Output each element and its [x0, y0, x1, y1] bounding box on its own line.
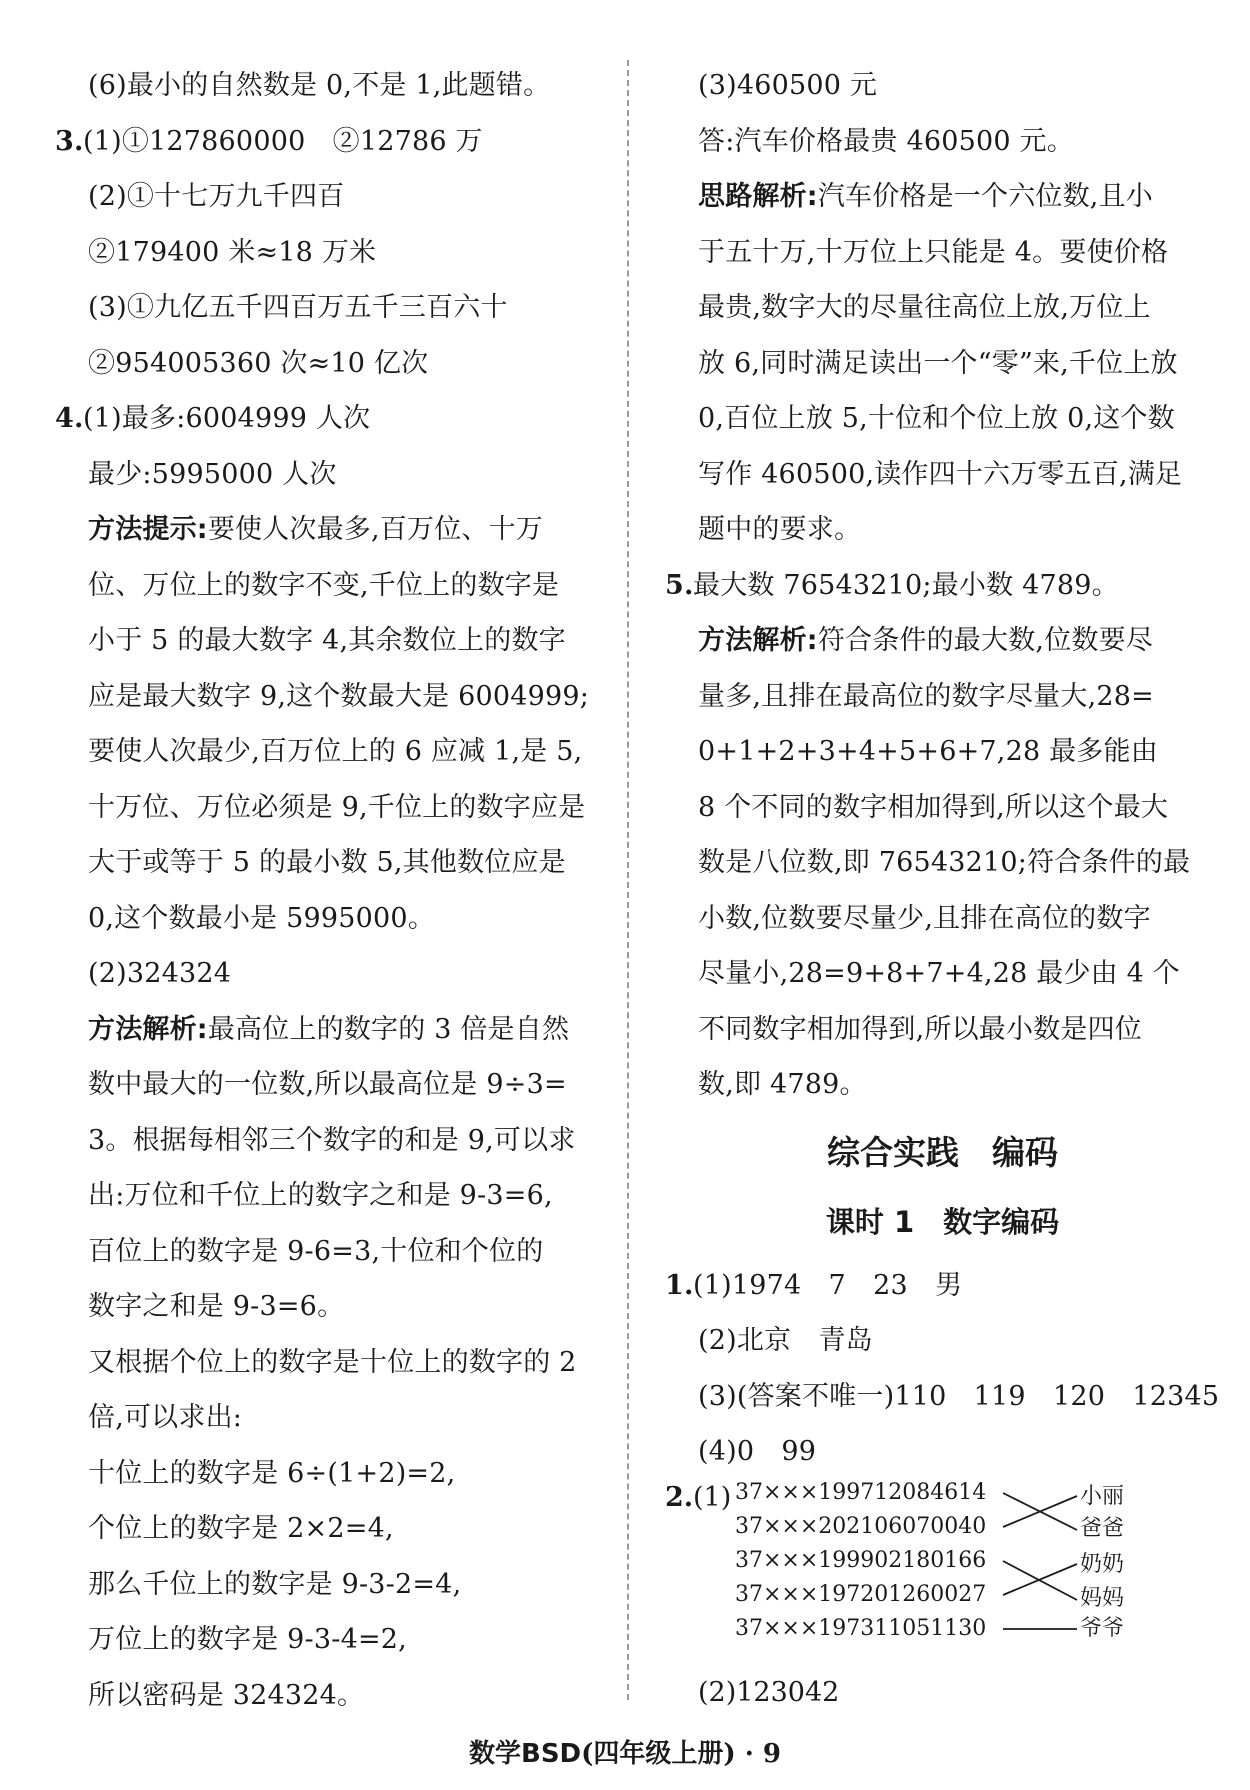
- explanation-line: 十位上的数字是 6÷(1+2)=2,: [88, 1457, 456, 1489]
- explanation-line: 0+1+2+3+4+5+6+7,28 最多能由: [698, 736, 1158, 767]
- answer-line: ②954005360 次≈10 亿次: [88, 347, 429, 379]
- explanation-line: 不同数字相加得到,所以最小数是四位: [698, 1013, 1142, 1045]
- explanation-line: 所以密码是 324324。: [88, 1679, 365, 1711]
- explanation-line: 十万位、万位必须是 9,千位上的数字应是: [88, 791, 586, 823]
- sub-question-prefix: (1): [693, 1482, 732, 1513]
- explanation-line: 题中的要求。: [698, 514, 862, 545]
- explanation-line: 又根据个位上的数字是十位上的数字的 2: [88, 1346, 577, 1378]
- question-number: 2.: [665, 1482, 694, 1513]
- match-line: [1003, 1564, 1077, 1595]
- page-footer: [0, 1733, 1250, 1770]
- practice-1-line: 1.(1)1974 7 23 男: [665, 1258, 1220, 1314]
- page-number: 9: [762, 1739, 782, 1769]
- explanation-line: 8 个不同的数字相加得到,所以这个最大: [698, 791, 1169, 823]
- method-analysis-line: 方法解析:最高位上的数字的 3 倍是自然: [88, 1013, 570, 1045]
- explanation-line: 那么千位上的数字是 9-3-2=4,: [88, 1568, 462, 1600]
- answer-line: 最少:5995000 人次: [88, 458, 337, 490]
- answer-line: ②179400 米≈18 万米: [88, 236, 377, 268]
- match-line: [1003, 1561, 1077, 1600]
- person-label: 妈妈: [1080, 1586, 1125, 1611]
- practice-2-label: [665, 1478, 731, 1518]
- explanation-line: 小数,位数要尽量少,且排在高位的数字: [698, 902, 1151, 934]
- explanation-line: 位、万位上的数字不变,千位上的数字是: [88, 569, 560, 601]
- person-label: 奶奶: [1080, 1552, 1125, 1577]
- method-tip-label: 方法提示:: [88, 514, 208, 545]
- question-number: 1.: [665, 1269, 694, 1301]
- explanation-line: 数,即 4789。: [698, 1069, 867, 1100]
- question-4-line: 4.(1)最多:6004999 人次: [55, 391, 610, 447]
- answer-line: 答:汽车价格最贵 460500 元。: [698, 125, 1074, 157]
- question-number: 4.: [55, 403, 84, 434]
- answer-line: (6)最小的自然数是 0,不是 1,此题错。: [88, 70, 551, 101]
- footer-dot: ·: [744, 1739, 754, 1769]
- thinking-analysis-line: 思路解析:汽车价格是一个六位数,且小: [698, 181, 1153, 212]
- answer-line: (2)123042: [698, 1677, 840, 1708]
- footer-subject: 数学: [468, 1739, 521, 1769]
- id-number: 37×××199712084614: [735, 1480, 987, 1505]
- answer-line: (4)0 99: [698, 1436, 817, 1467]
- id-matching-diagram: [735, 1478, 1165, 1653]
- explanation-line: 百位上的数字是 9-6=3,十位和个位的: [88, 1235, 544, 1267]
- explanation-line: 万位上的数字是 9-3-4=2,: [88, 1624, 407, 1655]
- question-5-line: 5.最大数 76543210;最小数 4789。: [665, 558, 1220, 614]
- explanation-line: 0,这个数最小是 5995000。: [88, 902, 435, 934]
- explanation-line: 于五十万,十万位上只能是 4。要使价格: [698, 236, 1169, 268]
- method-tip-line: 方法提示:要使人次最多,百万位、十万: [88, 514, 543, 545]
- question-number: 3.: [55, 125, 84, 157]
- method-analysis-label: 方法解析:: [88, 1013, 208, 1045]
- explanation-line: 个位上的数字是 2×2=4,: [88, 1513, 394, 1544]
- answer-line: (3)(答案不唯一)110 119 120 12345: [698, 1380, 1220, 1412]
- question-number: 5.: [665, 569, 694, 601]
- explanation-line: 倍,可以求出:: [88, 1402, 243, 1433]
- column-divider: [627, 60, 629, 1700]
- left-column: [55, 58, 610, 1723]
- answer-line: (2)北京 青岛: [698, 1325, 873, 1356]
- id-number: 37×××199902180166: [735, 1548, 987, 1573]
- answer-line: (2)324324: [88, 958, 232, 989]
- explanation-line: 0,百位上放 5,十位和个位上放 0,这个数: [698, 403, 1175, 434]
- answer-line: (3)①九亿五千四百万五千三百六十: [88, 292, 508, 323]
- explanation-line: 3。根据每相邻三个数字的和是 9,可以求: [88, 1124, 576, 1156]
- explanation-line: 放 6,同时满足读出一个“零”来,千位上放: [698, 347, 1178, 379]
- matching-lines: [735, 1478, 1165, 1653]
- explanation-line: 数是八位数,即 76543210;符合条件的最: [698, 847, 1191, 878]
- explanation-line: 数字之和是 9-3=6。: [88, 1291, 345, 1322]
- id-number: 37×××197201260027: [735, 1582, 987, 1607]
- answer-line: (3)460500 元: [698, 70, 878, 101]
- lesson-subheading: 课时 1 数字编码: [825, 1204, 1060, 1239]
- section-heading: 综合实践 编码: [827, 1132, 1058, 1172]
- explanation-line: 数中最大的一位数,所以最高位是 9÷3=: [88, 1069, 567, 1100]
- method-analysis-label: 方法解析:: [698, 625, 818, 656]
- explanation-line: 尽量小,28=9+8+7+4,28 最少由 4 个: [698, 958, 1181, 989]
- person-label: 爷爷: [1080, 1616, 1125, 1641]
- explanation-line: 出:万位和千位上的数字之和是 9-3=6,: [88, 1180, 553, 1211]
- id-number: 37×××197311051130: [735, 1616, 987, 1641]
- right-column: [665, 58, 1220, 1480]
- explanation-line: 要使人次最少,百万位上的 6 应减 1,是 5,: [88, 736, 583, 767]
- explanation-line: 写作 460500,读作四十六万零五百,满足: [698, 458, 1183, 490]
- person-label: 小丽: [1080, 1484, 1125, 1509]
- footer-grade: (四年级上册): [581, 1739, 736, 1769]
- footer-edition: BSD: [521, 1739, 582, 1769]
- id-number: 37×××202106070040: [735, 1514, 987, 1539]
- question-3-line: 3.(1)①127860000 ②12786 万: [55, 114, 610, 170]
- method-analysis-line: 方法解析:符合条件的最大数,位数要尽: [698, 625, 1153, 656]
- explanation-line: 大于或等于 5 的最小数 5,其他数位应是: [88, 847, 566, 878]
- match-line: [1003, 1496, 1077, 1527]
- explanation-line: 最贵,数字大的尽量往高位上放,万位上: [698, 292, 1151, 323]
- explanation-line: 小于 5 的最大数字 4,其余数位上的数字: [88, 625, 566, 656]
- person-label: 爸爸: [1080, 1516, 1125, 1541]
- explanation-line: 应是最大数字 9,这个数最大是 6004999;: [88, 680, 590, 712]
- explanation-line: 量多,且排在最高位的数字尽量大,28=: [698, 680, 1154, 712]
- thinking-analysis-label: 思路解析:: [698, 181, 818, 212]
- answer-line: (2)①十七万九千四百: [88, 181, 345, 212]
